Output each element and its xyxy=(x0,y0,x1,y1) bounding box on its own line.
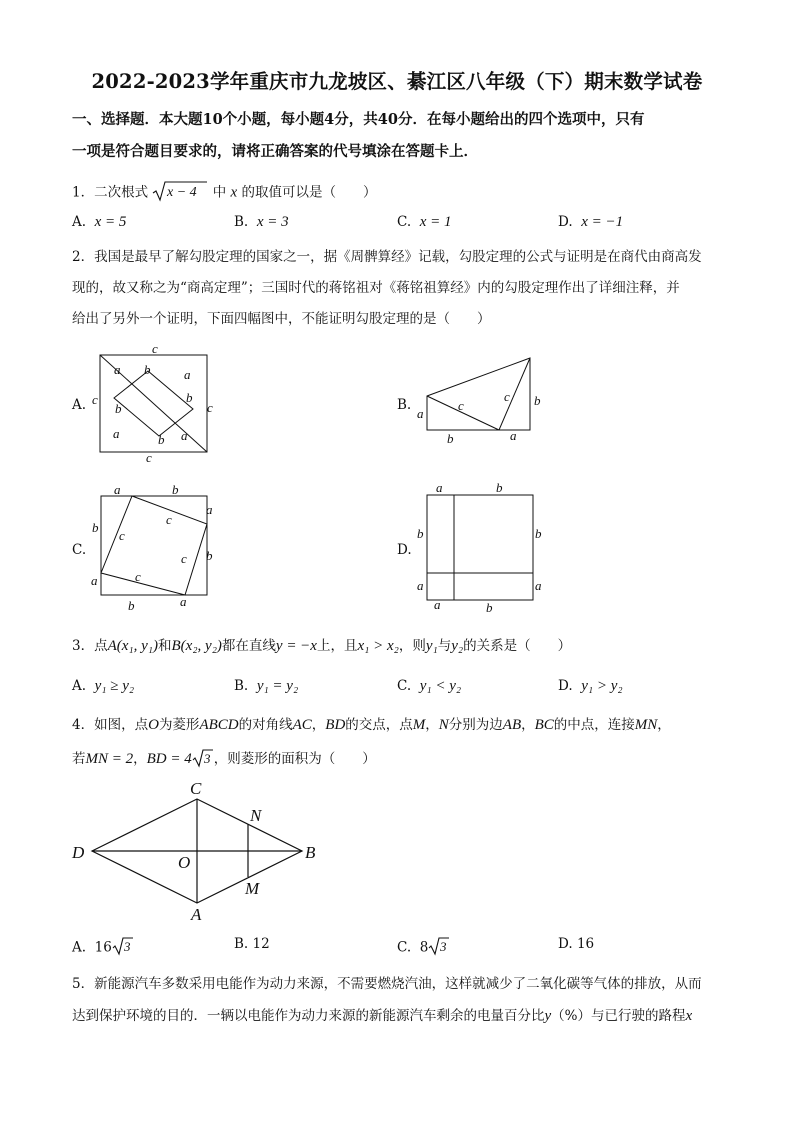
sqrt-sign-icon xyxy=(152,180,208,202)
fig-d-b-bottom: b xyxy=(486,600,493,615)
question-4-line1: 4．如图，点O为菱形ABCD的对角线AC，BD的交点，点M，N分别为边AB，BC的中点，连接MN， xyxy=(72,717,671,733)
sqrt-radical xyxy=(152,180,208,206)
question-2-line2: 现的，故又称之为“商高定理”；三国时代的蒋铭祖对《蒋铭祖算经》内的勾股定理作出了详细注释，并 xyxy=(72,280,680,296)
figure-c-diagram xyxy=(88,480,223,615)
fig-c-b-bottom: b xyxy=(128,598,135,613)
q3-point-a: A(x₁, y₁) xyxy=(107,638,158,654)
rhombus-label-d: D xyxy=(72,843,85,862)
fig-b-a-left: a xyxy=(417,406,424,421)
fig-c-a-top: a xyxy=(114,482,121,497)
sqrt-sign-icon xyxy=(428,936,450,956)
section-heading-line1: 一、选择题．本大题10个小题，每小题4分，共40分．在每小题给出的四个选项中，只有 xyxy=(72,111,645,128)
fig-a-c-left: c xyxy=(92,392,98,407)
fig-d-a-left: a xyxy=(417,578,424,593)
figure-b-diagram xyxy=(410,350,555,450)
fig-c-c1: c xyxy=(166,512,172,527)
q1-option-d[interactable]: D. x = −1 xyxy=(558,214,624,230)
sqrt-radical xyxy=(192,748,214,772)
q1-tail: 的取值可以是（ ） xyxy=(241,184,377,201)
question-4-line2: 若MN = 2，BD = 4 3 ，则菱形的面积为（ ） xyxy=(72,747,722,772)
sqrt-radical xyxy=(428,936,450,960)
q1-option-c[interactable]: C. x = 1 xyxy=(397,214,452,230)
q1-var: x xyxy=(230,184,238,201)
q1-prefix: 1．二次根式 xyxy=(72,184,149,201)
svg-text:3: 3 xyxy=(440,939,447,954)
q4-option-d[interactable]: D. 16 xyxy=(558,936,595,952)
fig-a-c-top: c xyxy=(152,341,158,356)
fig-a-c-bottom: c xyxy=(146,450,152,465)
q4-option-b[interactable]: B. 12 xyxy=(234,936,270,952)
figure-a-diagram xyxy=(88,340,228,465)
fig-d-b-top: b xyxy=(496,480,503,495)
rhombus-label-m: M xyxy=(245,879,260,898)
fig-d-b-right: b xyxy=(535,526,542,541)
q3-condition: x₁ > x₂ xyxy=(357,638,399,654)
question-3: 3．点A(x₁, y₁)和B(x₂, y₂)都在直线y = −x上，且x₁ > x₂，则y₁与y₂的关系是（ ） xyxy=(72,638,572,654)
fig-c-c4: c xyxy=(135,569,141,584)
fig-c-a-bottom: a xyxy=(180,594,187,609)
q3-option-b[interactable]: B. y₁ = y₂ xyxy=(234,678,299,694)
figure-d-label: D. xyxy=(397,542,412,558)
fig-b-c1: c xyxy=(458,398,464,413)
fig-a-a2: a xyxy=(184,367,191,382)
fig-d-b-left: b xyxy=(417,526,424,541)
svg-text:3: 3 xyxy=(123,939,131,954)
fig-c-a-right: a xyxy=(206,502,213,517)
q3-point-b: B(x₂, y₂) xyxy=(171,638,222,654)
question-2-line3: 给出了另外一个证明，下面四幅图中，不能证明勾股定理的是（ ） xyxy=(72,311,491,327)
figure-b-label: B. xyxy=(397,397,412,413)
sqrt-sign-icon xyxy=(112,936,134,956)
q1-suffix: 中 xyxy=(212,184,227,201)
fig-a-b4: b xyxy=(158,432,165,447)
sqrt-radical xyxy=(112,936,134,960)
fig-b-a-bottom: a xyxy=(510,428,517,443)
rhombus-label-a: A xyxy=(191,905,202,924)
fig-a-a3: a xyxy=(113,426,120,441)
rhombus-label-o: O xyxy=(178,853,191,872)
figure-c-label: C. xyxy=(72,542,87,558)
q1-option-b[interactable]: B. x = 3 xyxy=(234,214,289,230)
figure-a-label: A. xyxy=(72,397,87,413)
fig-c-a-left: a xyxy=(91,573,98,588)
fig-a-a4: a xyxy=(181,428,188,443)
rhombus-label-c: C xyxy=(190,779,202,798)
fig-a-c-right: c xyxy=(207,400,213,415)
question-5-line1: 5．新能源汽车多数采用电能作为动力来源，不需要燃烧汽油，这样就减少了二氧化碳等气体的排放，从而 xyxy=(72,976,702,992)
fig-a-b3: b xyxy=(115,401,122,416)
fig-c-b-left: b xyxy=(92,520,99,535)
question-1 xyxy=(72,180,722,206)
section-heading-line2: 一项是符合题目要求的，请将正确答案的代号填涂在答题卡上． xyxy=(72,143,478,160)
fig-c-b-top: b xyxy=(172,482,179,497)
fig-a-a1: a xyxy=(114,362,121,377)
rhombus-diagram xyxy=(66,775,336,925)
fig-c-c2: c xyxy=(119,528,125,543)
sqrt-sign-icon xyxy=(192,748,214,768)
fig-d-a-right: a xyxy=(535,578,542,593)
q4-option-a[interactable]: A. 16 3 xyxy=(72,936,134,960)
fig-d-a-top: a xyxy=(436,480,443,495)
q1-option-a[interactable]: A. x = 5 xyxy=(72,214,127,230)
rhombus-label-b: B xyxy=(305,843,316,862)
q4-option-c[interactable]: C. 8 3 xyxy=(397,936,450,960)
exam-title: 2022-2023学年重庆市九龙坡区、綦江区八年级（下）期末数学试卷 xyxy=(91,70,703,93)
fig-b-b-bottom: b xyxy=(447,431,454,446)
rhombus-label-n: N xyxy=(250,806,262,825)
fig-d-a-bottom: a xyxy=(434,597,441,612)
q3-option-a[interactable]: A. y₁ ≥ y₂ xyxy=(72,678,135,694)
q3-option-c[interactable]: C. y₁ < y₂ xyxy=(397,678,462,694)
question-5-line2: 达到保护环境的目的．一辆以电能作为动力来源的新能源汽车剩余的电量百分比y（%）与已行驶的路程x xyxy=(72,1008,693,1024)
fig-b-c2: c xyxy=(504,389,510,404)
question-2-line1: 2．我国是最早了解勾股定理的国家之一，据《周髀算经》记载，勾股定理的公式与证明是在商代由商高发 xyxy=(72,249,702,265)
q3-option-d[interactable]: D. y₁ > y₂ xyxy=(558,678,623,694)
q3-line: y = −x xyxy=(275,638,317,654)
q1-radicand: x − 4 xyxy=(167,185,198,200)
fig-c-b-right: b xyxy=(206,548,213,563)
fig-b-b-right: b xyxy=(534,393,541,408)
fig-c-c3: c xyxy=(181,551,187,566)
svg-text:3: 3 xyxy=(203,750,211,766)
fig-a-b2: b xyxy=(186,390,193,405)
fig-a-b1: b xyxy=(144,362,151,377)
figure-d-diagram xyxy=(410,478,550,618)
